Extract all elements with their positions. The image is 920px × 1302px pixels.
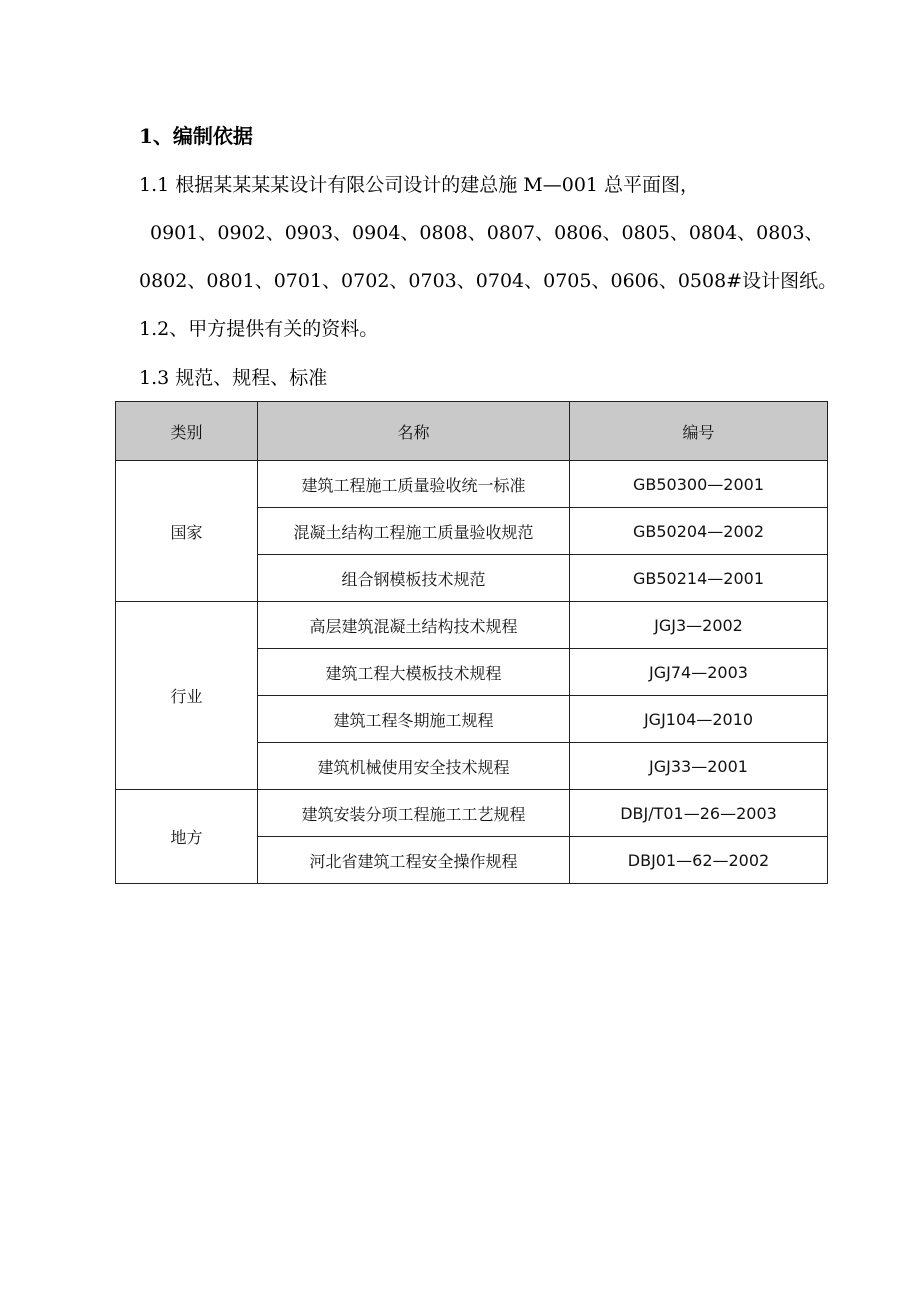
- header-code: 编号: [570, 402, 828, 461]
- category-cell: 国家: [116, 461, 258, 602]
- standard-code-cell: GB50300—2001: [570, 461, 828, 508]
- standard-code-cell: JGJ33—2001: [570, 743, 828, 790]
- standard-name-cell: 高层建筑混凝土结构技术规程: [258, 602, 570, 649]
- standard-code-cell: DBJ01—62—2002: [570, 837, 828, 884]
- table-row: [116, 790, 828, 837]
- standards-table: [115, 401, 828, 884]
- standard-name-cell: 建筑工程冬期施工规程: [258, 696, 570, 743]
- header-name: 名称: [258, 402, 570, 461]
- section-heading: 1、编制依据: [139, 124, 253, 148]
- standard-name-cell: 建筑工程大模板技术规程: [258, 649, 570, 696]
- standard-name-cell: 建筑工程施工质量验收统一标准: [258, 461, 570, 508]
- standard-code-cell: DBJ/T01—26—2003: [570, 790, 828, 837]
- category-cell: 行业: [116, 602, 258, 790]
- paragraph-standards-heading: 1.3 规范、规程、标准: [139, 367, 328, 389]
- standard-name-cell: 组合钢模板技术规范: [258, 555, 570, 602]
- paragraph-basis-drawings: 1.1 根据某某某某设计有限公司设计的建总施 M—001 总平面图，: [139, 174, 700, 196]
- standard-name-cell: 建筑安装分项工程施工工艺规程: [258, 790, 570, 837]
- table-row: [116, 602, 828, 649]
- paragraph-client-materials: 1.2、甲方提供有关的资料。: [139, 318, 379, 340]
- standard-code-cell: GB50204—2002: [570, 508, 828, 555]
- standard-code-cell: JGJ104—2010: [570, 696, 828, 743]
- table-row: [116, 461, 828, 508]
- table-header-row: [116, 402, 828, 461]
- paragraph-drawing-numbers-1: 0901、0902、0903、0904、0808、0807、0806、0805、0804、0803、: [150, 222, 824, 244]
- standard-name-cell: 混凝土结构工程施工质量验收规范: [258, 508, 570, 555]
- standard-code-cell: GB50214—2001: [570, 555, 828, 602]
- paragraph-drawing-numbers-2: 0802、0801、0701、0702、0703、0704、0705、0606、0508#设计图纸。: [139, 270, 838, 292]
- standard-name-cell: 河北省建筑工程安全操作规程: [258, 837, 570, 884]
- header-category: 类别: [116, 402, 258, 461]
- standard-code-cell: JGJ3—2002: [570, 602, 828, 649]
- category-cell: 地方: [116, 790, 258, 884]
- standard-code-cell: JGJ74—2003: [570, 649, 828, 696]
- standard-name-cell: 建筑机械使用安全技术规程: [258, 743, 570, 790]
